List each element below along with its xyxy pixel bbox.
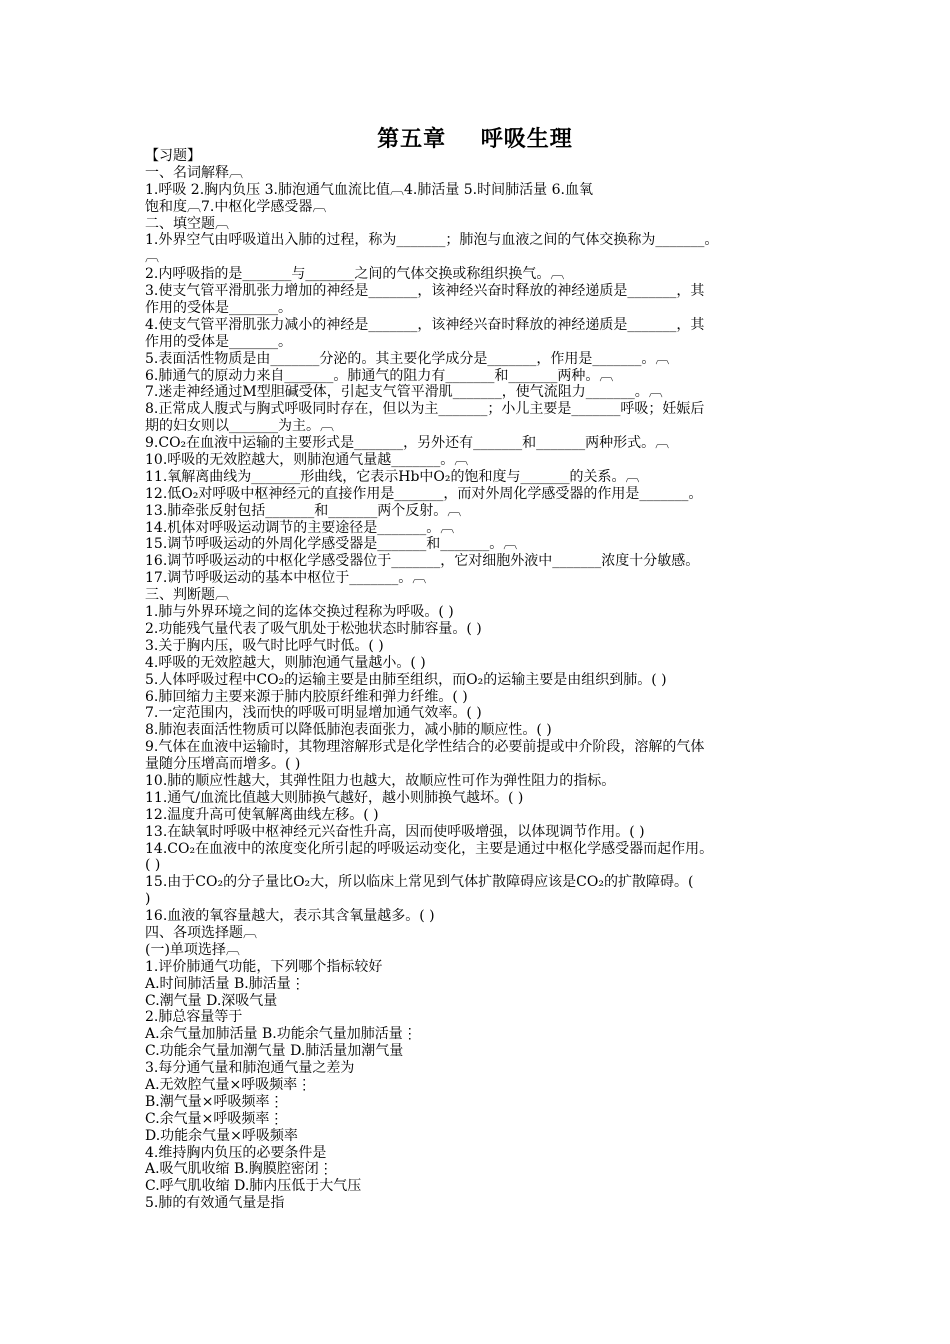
text-line: B.潮气量×呼吸频率⋮: [145, 1093, 284, 1110]
text-line: C.呼气肌收缩 D.肺内压低于大气压: [145, 1178, 362, 1195]
text-line: 饱和度︹7.中枢化学感受器︹: [145, 198, 327, 215]
text-line: 作用的受体是_______。: [145, 333, 292, 350]
text-line: 12.温度升高可使氧解离曲线左移。( ): [145, 806, 379, 823]
text-line: 3.每分通气量和肺泡通气量之差为: [145, 1060, 355, 1077]
text-line: 2.肺总容量等于: [145, 1009, 243, 1026]
text-line: 5.肺的有效通气量是指: [145, 1195, 285, 1212]
text-line: 7.一定范围内，浅而快的呼吸可明显增加通气效率。( ): [145, 705, 482, 722]
text-line: 期的妇女则以_______为主。︹: [145, 418, 334, 435]
text-line: 9.CO₂在血液中运输的主要形式是_______，另外还有_______和_______两种形式。︹: [145, 435, 670, 452]
text-line: 1.肺与外界环境之间的迄体交换过程称为呼吸。( ): [145, 604, 454, 621]
text-line: A.吸气肌收缩 B.胸膜腔密闭⋮: [145, 1161, 333, 1178]
text-line: C.潮气量 D.深吸气量: [145, 992, 278, 1009]
text-line: 16.血液的氧容量越大，表示其含氧量越多。( ): [145, 908, 435, 925]
text-line: 13.在缺氧时呼吸中枢神经元兴奋性升高，因而使呼吸增强，以体现调节作用。( ): [145, 823, 645, 840]
text-line: 13.肺牵张反射包括_______和_______两个反射。︹: [145, 502, 462, 519]
text-line: 16.调节呼吸运动的中枢化学感受器位于_______，它对细胞外液中_______浓度十分敏感。: [145, 553, 700, 570]
text-line: 2.功能残气量代表了吸气肌处于松弛状态时肺容量。( ): [145, 620, 482, 637]
text-line: 1.呼吸 2.胸内负压 3.肺泡通气血流比值︹4.肺活量 5.时间肺活量 6.血氧: [145, 181, 593, 198]
text-line: A.时间肺活量 B.肺活量⋮: [145, 975, 305, 992]
text-line: 3.关于胸内压，吸气时比呼气时低。( ): [145, 637, 384, 654]
text-line: 6.肺通气的原动力来自_______。肺通气的阻力有_______和_______两种。︹: [145, 367, 614, 384]
text-line: (一)单项选择︹: [145, 941, 240, 958]
text-line: 8.肺泡表面活性物质可以降低肺泡表面张力，减小肺的顺应性。( ): [145, 722, 552, 739]
text-line: 5.人体呼吸过程中CO₂的运输主要是由肺至组织，而O₂的运输主要是由组织到肺。( ): [145, 671, 667, 688]
text-line: 14.CO₂在血液中的浓度变化所引起的呼吸运动变化，主要是通过中枢化学感受器而起作用。: [145, 840, 714, 857]
text-line: 作用的受体是_______。: [145, 300, 292, 317]
text-line: 9.气体在血液中运输时，其物理溶解形式是化学性结合的必要前提或中介阶段，溶解的气体: [145, 739, 705, 756]
text-line: 一、名词解释︹: [145, 164, 243, 181]
text-line: ( ): [145, 857, 161, 874]
text-line: 3.使支气管平滑肌张力增加的神经是_______，该神经兴奋时释放的神经递质是_______，其: [145, 283, 705, 300]
text-line: C.余气量×呼吸频率⋮: [145, 1110, 284, 1127]
text-line: 10.肺的顺应性越大，其弹性阻力也越大，故顺应性可作为弹性阻力的指标。: [145, 772, 616, 789]
text-line: 1.外界空气由呼吸道出入肺的过程，称为_______；肺泡与血液之间的气体交换称为_______。: [145, 232, 719, 249]
text-line: 4.维持胸内负压的必要条件是: [145, 1144, 327, 1161]
text-line: 7.迷走神经通过M型胆碱受体，引起支气管平滑肌_______，使气流阻力_______。︹: [145, 384, 663, 401]
text-line: 4.使支气管平滑肌张力减小的神经是_______，该神经兴奋时释放的神经递质是_______，其: [145, 316, 705, 333]
text-line: 4.呼吸的无效腔越大，则肺泡通气量越小。( ): [145, 654, 426, 671]
text-line: 14.机体对呼吸运动调节的主要途径是_______。︹: [145, 519, 455, 536]
text-line: 6.肺回缩力主要来源于肺内胶原纤维和弹力纤维。( ): [145, 688, 468, 705]
text-line: 5.表面活性物质是由_______分泌的。其主要化学成分是_______，作用是_______。︹: [145, 350, 670, 367]
text-line: 11.氧解离曲线为_______形曲线，它表示Hb中O₂的饱和度与_______的关系。︹: [145, 468, 640, 485]
text-line: C.功能余气量加潮气量 D.肺活量加潮气量: [145, 1043, 404, 1060]
text-line: D.功能余气量×呼吸频率: [145, 1127, 298, 1144]
text-line: 15.由于CO₂的分子量比O₂大，所以临床上常见到气体扩散障碍应该是CO₂的扩散障碍。(: [145, 874, 694, 891]
text-line: 二、填空题︹: [145, 215, 229, 232]
text-line: 8.正常成人腹式与胸式呼吸同时存在，但以为主_______；小儿主要是_______呼吸；妊娠后: [145, 401, 705, 418]
document-body: [145, 148, 815, 1212]
text-line: 四、各项选择题︹: [145, 924, 257, 941]
text-line: 2.内呼吸指的是_______与_______之间的气体交换或称组织换气。︹: [145, 266, 565, 283]
text-line: A.无效腔气量×呼吸频率⋮: [145, 1076, 312, 1093]
text-line: 17.调节呼吸运动的基本中枢位于_______。︹: [145, 570, 427, 587]
text-line: 11.通气/血流比值越大则肺换气越好，越小则肺换气越坏。( ): [145, 789, 524, 806]
text-line: 量随分压增高而增多。( ): [145, 756, 301, 773]
text-line: 15.调节呼吸运动的外周化学感受器是_______和_______。︹: [145, 536, 518, 553]
text-line: ): [145, 891, 151, 908]
text-line: 【习题】: [145, 148, 201, 164]
text-line: 1.评价肺通气功能，下列哪个指标较好: [145, 958, 383, 975]
text-line: ︹: [145, 249, 159, 266]
text-line: A.余气量加肺活量 B.功能余气量加肺活量⋮: [145, 1026, 417, 1043]
chapter-title: 第五章 呼吸生理: [377, 127, 573, 152]
text-line: 三、判断题︹: [145, 587, 229, 604]
text-line: 12.低O₂对呼吸中枢神经元的直接作用是_______，而对外周化学感受器的作用是_______。: [145, 485, 703, 502]
text-line: 10.呼吸的无效腔越大，则肺泡通气量越_______。︹: [145, 452, 469, 469]
